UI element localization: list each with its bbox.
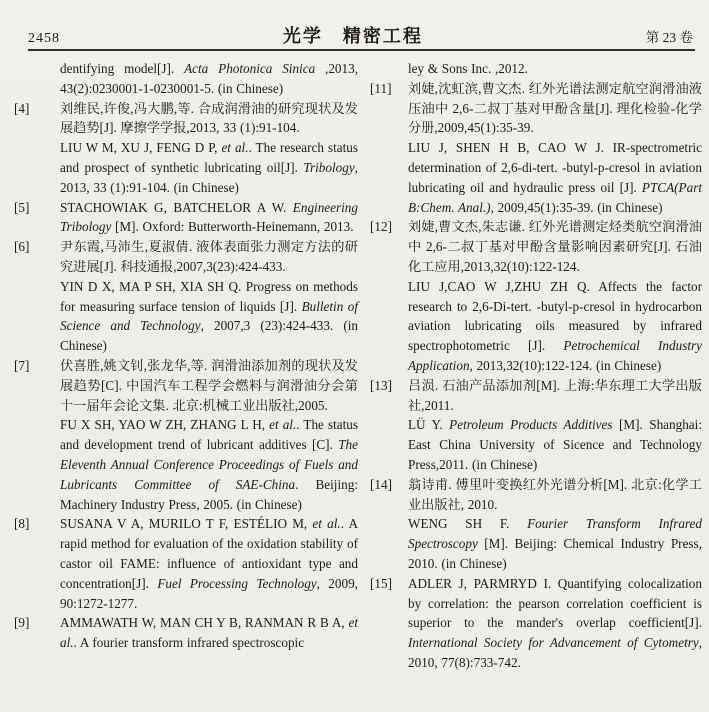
reference-paragraph: AMMAWATH W, MAN CH Y B, RANMAN R B A, et al.. A fourier transform infrared spectroscopic (60, 615, 358, 651)
reference-entry (12, 613, 358, 653)
reference-body (60, 198, 358, 238)
reference-entry (368, 59, 702, 79)
reference-entry (368, 217, 702, 375)
reference-number: [15] (370, 575, 392, 591)
reference-paragraph: LIU J, SHEN H B, CAO W J. IR-spectrometric determination of 2,6-di-tert. -butyl-p-cresol in aviation lubricating oil and hydraulic press oil [J]. PTCA(Part B:Chem. Anal.), 2009,45(1):35-39. (in Chinese) (408, 140, 702, 215)
reference-paragraph: STACHOWIAK G, BATCHELOR A W. Engineering Tribology [M]. Oxford: Butterworth-Heinemann, 2013. (60, 199, 358, 235)
reference-entry (368, 376, 702, 475)
reference-column-left (12, 59, 358, 673)
reference-paragraph: LIU W M, XU J, FENG D P, et al.. The research status and prospect of synthetic lubricating oil[J]. Tribology, 2013, 33 (1):91-104. (in Chinese) (60, 140, 358, 195)
reference-entry (12, 237, 358, 356)
reference-entry (368, 79, 702, 218)
reference-number: [9] (14, 615, 30, 631)
reference-body (60, 99, 358, 198)
reference-number (368, 59, 408, 79)
reference-entry (12, 198, 358, 238)
reference-number: [6] (14, 239, 30, 255)
reference-number (12, 59, 60, 99)
reference-body (60, 237, 358, 356)
reference-entry (368, 574, 702, 673)
reference-body (408, 79, 702, 218)
reference-number: [12] (370, 219, 392, 235)
reference-body (408, 475, 702, 574)
volume-label: 第 23 卷 (645, 30, 693, 45)
reference-paragraph: 刘维民,许俊,冯大鹏,等. 合成润滑油的研究现状及发展趋势[J]. 摩擦学学报,2013, 33 (1):91-104. (60, 100, 358, 136)
reference-paragraph: dentifying model[J]. Acta Photonica Sinica ,2013, 43(2):0230001-1-0230001-5. (in Chinese) (60, 61, 359, 96)
reference-number: [5] (14, 199, 30, 215)
reference-number: [11] (370, 80, 392, 96)
reference-body (60, 613, 358, 653)
reference-body (60, 59, 358, 99)
reference-paragraph: SUSANA V A, MURILO T F, ESTÉLIO M, et al.. A rapid method for evaluation of the oxidation stability of castor oil FAME: influence of antioxidant type and concentration[J]. Fuel Processing Technology, 2009, 90:1272-1277. (60, 516, 358, 611)
reference-paragraph: 刘婕,曹文杰,朱志谦. 红外光谱测定烃类航空润滑油中 2,6-二叔丁基对甲酚含量影响因素研究[J]. 石油化工应用,2013,32(10):122-124. (408, 219, 702, 274)
reference-paragraph: WENG SH F. Fourier Transform Infrared Spectroscopy [M]. Beijing: Chemical Industry Press, 2010. (in Chinese) (408, 516, 703, 571)
reference-paragraph: 伏喜胜,姚文钊,张龙华,等. 润滑油添加剂的现状及发展趋势[C]. 中国汽车工程学会燃料与润滑油分会第十一届年会论文集. 北京:机械工业出版社,2005. (60, 357, 358, 413)
reference-number: [14] (370, 476, 392, 492)
reference-entry (12, 59, 358, 99)
journal-title: 光学 精密工程 (282, 26, 423, 46)
reference-paragraph: ley & Sons Inc. ,2012. (408, 61, 528, 76)
reference-body (408, 59, 702, 79)
reference-paragraph: YIN D X, MA P SH, XIA SH Q. Progress on methods for measuring surface tension of liquids [J]. Bulletin of Science and Technology, 2007,3 (23):424-433. (in Chinese) (60, 278, 358, 354)
reference-paragraph: LIU J,CAO W J,ZHU ZH Q. Affects the factor research to 2,6-Di-tert. -butyl-p-cresol in hydrocarbon aviation lubricating oils measured by infrared spectrophotometric [J]. Petrochemical Industry Application, 2013,32(10):122-124. (in Chinese) (408, 278, 702, 373)
reference-entry (12, 514, 358, 613)
reference-columns (12, 59, 702, 673)
reference-number: [4] (14, 100, 30, 116)
reference-number: [7] (14, 357, 30, 373)
reference-column-right (368, 59, 702, 673)
reference-body (408, 217, 702, 375)
reference-body (60, 514, 358, 613)
page-number: 2458 (28, 31, 60, 46)
reference-body (408, 574, 702, 673)
reference-entry (12, 99, 358, 198)
page-header (28, 22, 693, 48)
reference-paragraph: FU X SH, YAO W ZH, ZHANG L H, et al.. The status and development trend of lubricant additives [C]. The Eleventh Annual Conference Proceedings of Fuels and Lubricants Committee of SAE-China. Beijing: Machinery Industry Press, 2005. (in Chinese) (60, 417, 358, 512)
reference-number: [13] (370, 377, 392, 393)
reference-paragraph: 翁诗甫. 傅里叶变换红外光谱分析[M]. 北京:化学工业出版社, 2010. (408, 476, 702, 512)
header-rule (28, 49, 695, 51)
reference-paragraph: 刘婕,沈虹滨,曹文杰. 红外光谱法测定航空润滑油液压油中 2,6-二叔丁基对甲酚含量[J]. 理化检验-化学分册,2009,45(1):35-39. (408, 80, 702, 136)
reference-paragraph: 尹东霞,马沛生,夏淑倩. 液体表面张力测定方法的研究进展[J]. 科技通报,2007,3(23):424-433. (60, 239, 358, 274)
reference-number: [8] (14, 516, 30, 532)
reference-entry (12, 356, 358, 514)
reference-body (408, 376, 702, 475)
reference-paragraph: ADLER J, PARMRYD I. Quantifying colocalization by correlation: the pearson correlation coefficient is superior to the mander's overlap coefficient[J]. International Society for Advancement of Cytometry, 2010, 77(8):733-742. (408, 575, 702, 670)
reference-body (60, 356, 358, 514)
reference-paragraph: LÜ Y. Petroleum Products Additives [M]. Shanghai: East China University of Sicence and Technology Press,2011. (in Chinese) (408, 417, 702, 472)
reference-entry (368, 475, 702, 574)
reference-paragraph: 吕涢. 石油产品添加剂[M]. 上海:华东理工大学出版社,2011. (408, 377, 702, 413)
